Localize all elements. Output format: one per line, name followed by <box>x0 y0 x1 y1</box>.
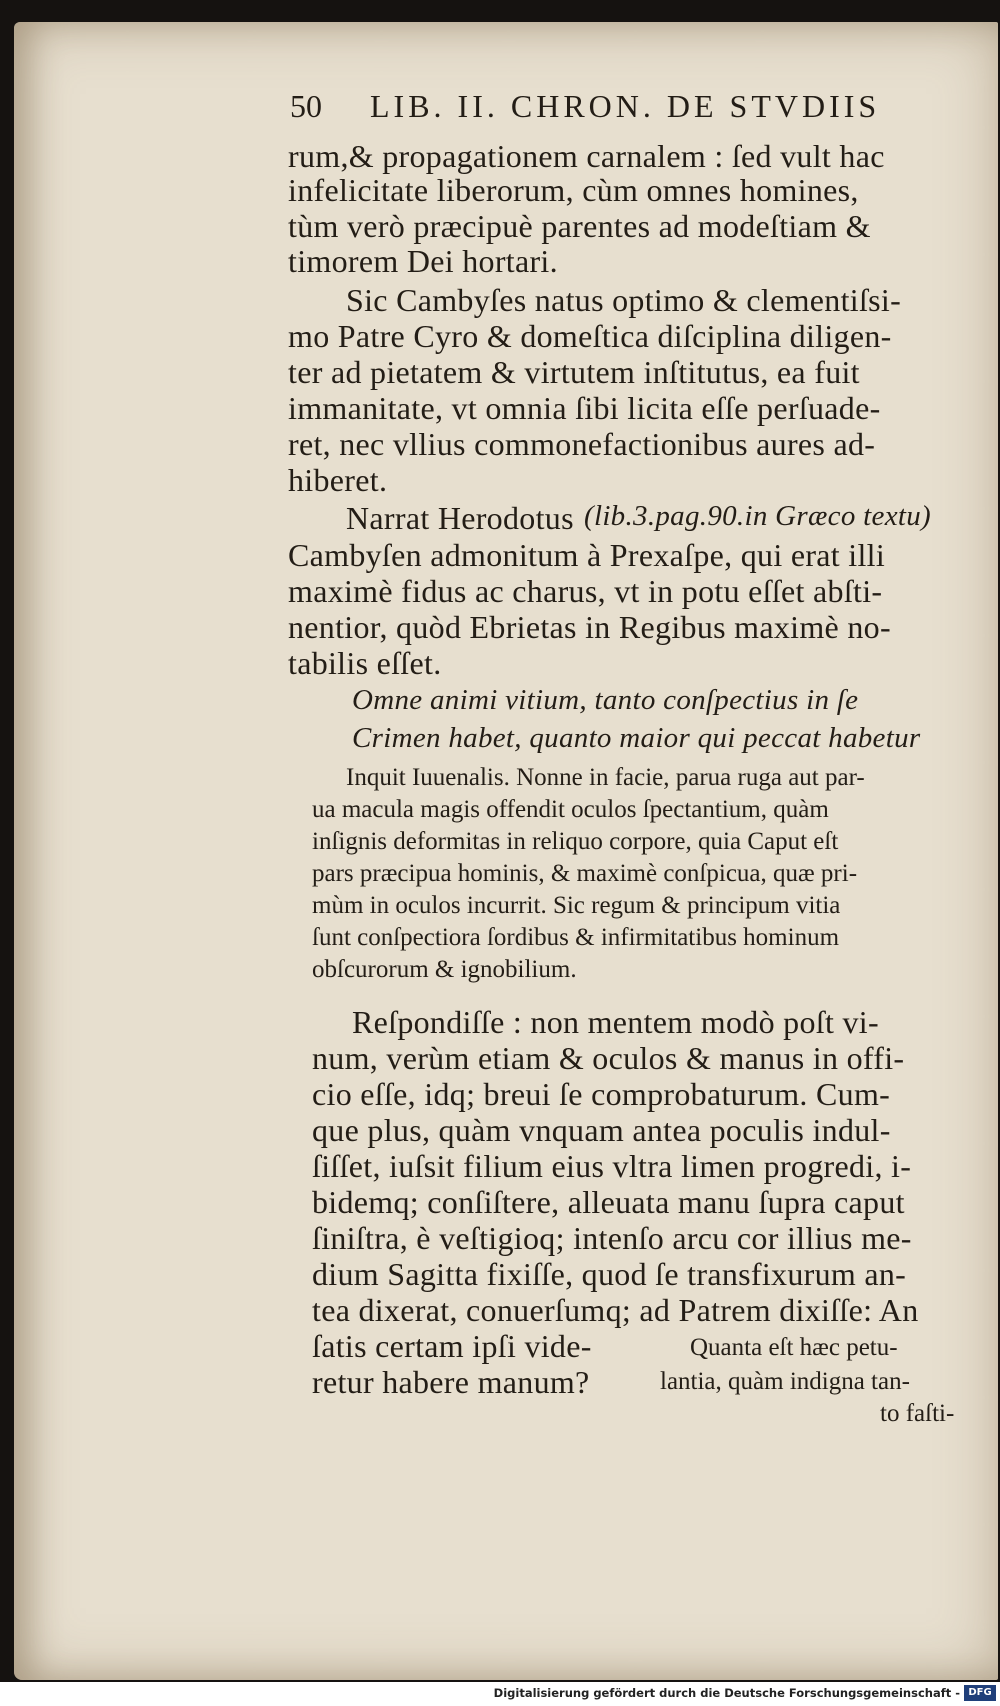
footer-credit: Digitalisierung gefördert durch die Deutsche Forschungsgemeinschaft - <box>493 1686 960 1700</box>
commentary-line: obſcurorum & ignobilium. <box>312 956 577 983</box>
split-right-line: lantia, quàm indigna tan- <box>660 1368 910 1395</box>
verse-line: Crimen habet, quanto maior qui peccat habetur <box>352 722 921 754</box>
split-right-line: Quanta eſt hæc petu- <box>690 1334 898 1361</box>
commentary-line: mùm in oculos incurrit. Sic regum & principum vitia <box>312 892 841 919</box>
body-line: ſiſſet, iuſsit filium eius vltra limen progredi, i- <box>312 1148 912 1184</box>
split-right-line: to faſti- <box>880 1400 955 1427</box>
body-line: nentior, quòd Ebrietas in Regibus maximè no- <box>288 609 891 645</box>
commentary-line: Inquit Iuuenalis. Nonne in facie, parua ruga aut par- <box>346 764 865 791</box>
body-line: cio eſſe, idq; breui ſe comprobaturum. Cum- <box>312 1076 891 1112</box>
split-left-line: ſatis certam ipſi vide- <box>312 1328 592 1364</box>
body-line: tùm verò præcipuè parentes ad modeſtiam & <box>288 208 871 244</box>
body-line: num, verùm etiam & oculos & manus in offi- <box>312 1040 905 1076</box>
page-number: 50 <box>290 88 322 124</box>
body-line: hiberet. <box>288 462 388 498</box>
body-line: maximè fidus ac charus, vt in potu eſſet abſti- <box>288 573 883 609</box>
body-line: que plus, quàm vnquam antea poculis indul- <box>312 1112 891 1148</box>
dfg-logo: DFG <box>964 1685 996 1701</box>
body-line: dium Sagitta fixiſſe, quod ſe transfixurum an- <box>312 1256 907 1292</box>
body-line: rum,& propagationem carnalem : ſed vult hac <box>288 138 885 174</box>
body-line: mo Patre Cyro & domeſtica diſciplina diligen- <box>288 318 892 354</box>
commentary-line: ua macula magis offendit oculos ſpectantium, quàm <box>312 796 829 823</box>
body-line: infelicitate liberorum, cùm omnes homines, <box>288 172 859 208</box>
body-line: tea dixerat, conuerſumq; ad Patrem dixiſſe: An <box>312 1292 919 1328</box>
body-line: ter ad pietatem & virtutem inſtitutus, ea fuit <box>288 354 860 390</box>
footer-bar <box>0 1682 1000 1706</box>
body-line: ſiniſtra, è veſtigioq; intenſo arcu cor illius me- <box>312 1220 912 1256</box>
commentary-line: inſignis deformitas in reliquo corpore, quia Caput eſt <box>312 828 839 855</box>
body-line: timorem Dei hortari. <box>288 243 558 279</box>
body-line: bidemq; conſiſtere, alleuata manu ſupra caput <box>312 1184 905 1220</box>
verse-line: Omne animi vitium, tanto conſpectius in ſe <box>352 684 859 716</box>
body-line: ret, nec vllius commonefactionibus aures ad- <box>288 426 876 462</box>
split-left-line: retur habere manum? <box>312 1364 590 1400</box>
body-line: tabilis eſſet. <box>288 645 442 681</box>
body-line: immanitate, vt omnia ſibi licita eſſe perſuade- <box>288 390 881 426</box>
citation: (lib.3.pag.90.in Græco textu) <box>584 500 931 532</box>
running-title: LIB. II. CHRON. DE STVDIIS <box>370 88 881 124</box>
body-line: Narrat Herodotus <box>346 500 574 536</box>
commentary-line: ſunt conſpectiora ſordibus & infirmitatibus hominum <box>312 924 840 951</box>
commentary-line: pars præcipua hominis, & maximè conſpicua, quæ pri- <box>312 860 858 887</box>
body-line: Sic Cambyſes natus optimo & clementiſsi- <box>346 282 902 318</box>
body-line: Reſpondiſſe : non mentem modò poſt vi- <box>352 1004 879 1040</box>
body-line: Cambyſen admonitum à Prexaſpe, qui erat illi <box>288 537 886 573</box>
